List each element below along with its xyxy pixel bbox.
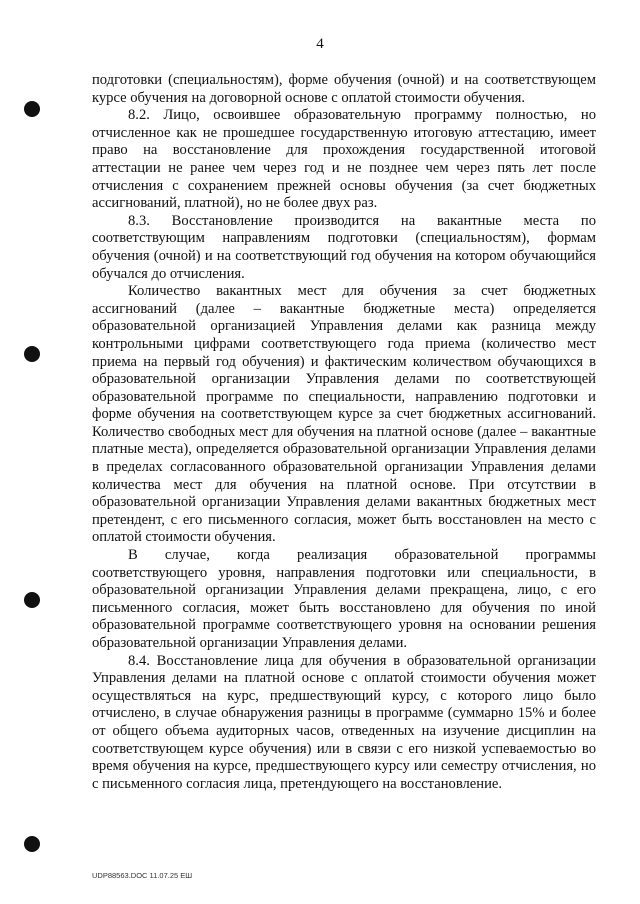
punch-hole: [24, 101, 40, 117]
punch-hole: [24, 346, 40, 362]
footer-file-stamp: UDP88563.DOC 11.07.25 ЕШ: [92, 871, 193, 880]
paragraph-8-4: 8.4. Восстановление лица для обучения в образовательной организации Управления делами на платной основе с оплатой стоимости обучения может осуществляться на курс, предшествующий курсу, с которого лицо было отчислено, в случае обнаружения разницы в программе (суммарно 15% и более от общего объема аудиторных часов, отведенных на изучение дисциплин на соответствующем курсе обучения) или в связи с его низкой успеваемостью во время обучения на курсе, предшествующего курсу или семестру отчисления, но с письменного согласия лица, претендующего на восстановление.: [92, 652, 596, 792]
paragraph-vacant-places: Количество вакантных мест для обучения за счет бюджетных ассигнований (далее – вакантные бюджетные места) определяется образовательной организацией Управления делами как разница между контрольными цифрами соответствующего года приема (количество мест приема на первый год обучения) и фактическим количеством обучающихся в образовательной организации Управления делами по соответствующей образовательной программе по специальности, направлению подготовки и форме обучения на соответствующем курсе за счет бюджетных ассигнований. Количество свободных мест для обучения на платной основе (далее – вакантные платные места), определяется образовательной организации Управления делами в пределах согласованного образовательной организации Управления делами количества мест для обучения на платной основе. При отсутствии в образовательной организации Управления делами вакантных бюджетных мест претендент, с его письменного согласия, может быть восстановлен на место с оплатой стоимости обучения.: [92, 283, 596, 546]
paragraph-continuation: подготовки (специальностям), форме обучения (очной) и на соответствующем курсе обучения на договорной основе с оплатой стоимости обучения.: [92, 72, 596, 106]
page-number: 4: [316, 36, 324, 52]
paragraph-8-3: 8.3. Восстановление производится на вакантные места по соответствующим направлениям подготовки (специальностям), формам обучения (очной) и на соответствующий год обучения на котором обучающийся обучался до отчисления.: [92, 212, 596, 282]
paragraph-program-terminated: В случае, когда реализация образовательной программы соответствующего уровня, направления подготовки или специальности, в образовательной организации Управления делами прекращена, лицо, с его письменного согласия, может быть восстановлено для обучения по иной образовательной программе соответствующего уровня на основании решения образовательной организации Управления делами.: [92, 547, 596, 651]
punch-hole: [24, 592, 40, 608]
punch-hole: [24, 836, 40, 852]
paragraph-8-2: 8.2. Лицо, освоившее образовательную программу полностью, но отчисленное как не прошедшее государственную итоговую аттестацию, имеет право на восстановление для прохождения государственной итоговой аттестации не ранее чем через год и не позднее чем через пять лет после отчисления с сохранением прежней основы обучения (за счет бюджетных ассигнований, платной), но не более двух раз.: [92, 107, 596, 212]
document-body: [92, 72, 596, 793]
